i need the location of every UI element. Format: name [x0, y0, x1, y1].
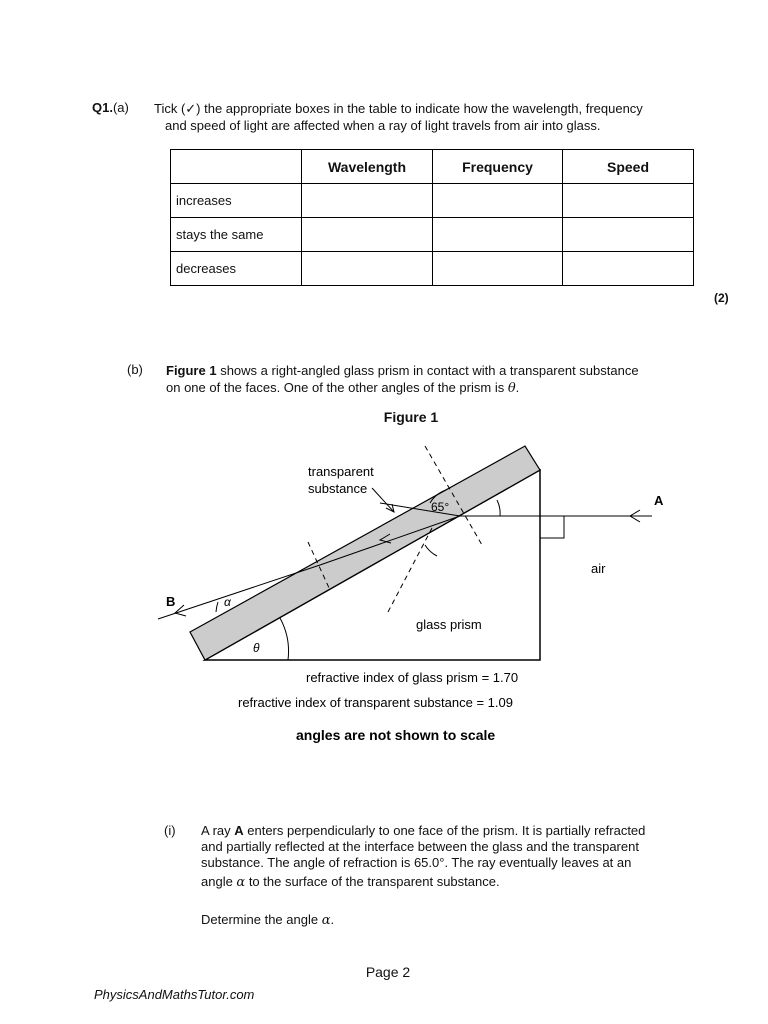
- table-header-frequency: Frequency: [433, 150, 563, 184]
- page-number: Page 2: [365, 964, 411, 980]
- scale-note: angles are not shown to scale: [296, 727, 496, 743]
- row-label-decreases: decreases: [171, 252, 302, 286]
- footer-site: PhysicsAndMathsTutor.com: [94, 987, 255, 1002]
- ray-b-label: B: [166, 594, 176, 609]
- row-label-increases: increases: [171, 184, 302, 218]
- part-i-line-4: angle α to the surface of the transparent substance.: [201, 874, 500, 890]
- right-angle-marker: [540, 516, 564, 538]
- part-b-label: (b): [127, 362, 143, 377]
- row-label-stays-the-same: stays the same: [171, 218, 302, 252]
- figure-title: Figure 1: [383, 409, 439, 425]
- angle-65-label: 65°: [431, 500, 450, 514]
- refractive-index-substance: refractive index of transparent substance = 1.09: [238, 695, 513, 710]
- part-a-line-2: and speed of light are affected when a ray of light travels from air into glass.: [165, 118, 601, 133]
- alpha-arc: [216, 602, 218, 612]
- table-header-speed: Speed: [563, 150, 694, 184]
- alpha-symbol: α: [321, 913, 331, 928]
- part-i-line-2: and partially reflected at the interface between the glass and the transparent: [201, 839, 639, 854]
- alpha-symbol: α: [236, 875, 246, 890]
- alpha-label: α: [224, 595, 231, 609]
- air-label: air: [591, 561, 606, 576]
- figure-reference: Figure 1: [166, 363, 217, 378]
- label-transparent-line-1: transparent: [308, 464, 374, 479]
- part-i-text: [201, 823, 701, 891]
- part-b-line-1: Figure 1 shows a right-angled glass prism in contact with a transparent substance: [166, 363, 639, 378]
- question-number: Q1.(a): [92, 100, 129, 115]
- part-a-label: (a): [112, 100, 129, 115]
- label-transparent-line-2: substance: [308, 481, 368, 496]
- part-i-line-1: A ray A enters perpendicularly to one face of the prism. It is partially refracted: [201, 823, 646, 838]
- part-a-line-1: Tick (✓) the appropriate boxes in the table to indicate how the wavelength, frequency: [154, 101, 643, 116]
- part-i-line-3: substance. The angle of refraction is 65.0°. The ray eventually leaves at an: [201, 855, 632, 870]
- ray-a-label: A: [654, 493, 664, 508]
- theta-symbol: θ: [507, 381, 516, 396]
- marks-part-a: (2): [714, 291, 729, 305]
- substance-label-arrow: [372, 488, 394, 512]
- theta-label: θ: [253, 641, 260, 655]
- refractive-index-glass: refractive index of glass prism = 1.70: [306, 670, 519, 685]
- table-header-wavelength: Wavelength: [302, 150, 433, 184]
- part-b-line-2: on one of the faces. One of the other angles of the prism is θ.: [166, 380, 520, 396]
- determine-instruction: Determine the angle α.: [201, 912, 335, 928]
- part-i-label: (i): [164, 823, 176, 838]
- glass-prism-label: glass prism: [416, 617, 482, 632]
